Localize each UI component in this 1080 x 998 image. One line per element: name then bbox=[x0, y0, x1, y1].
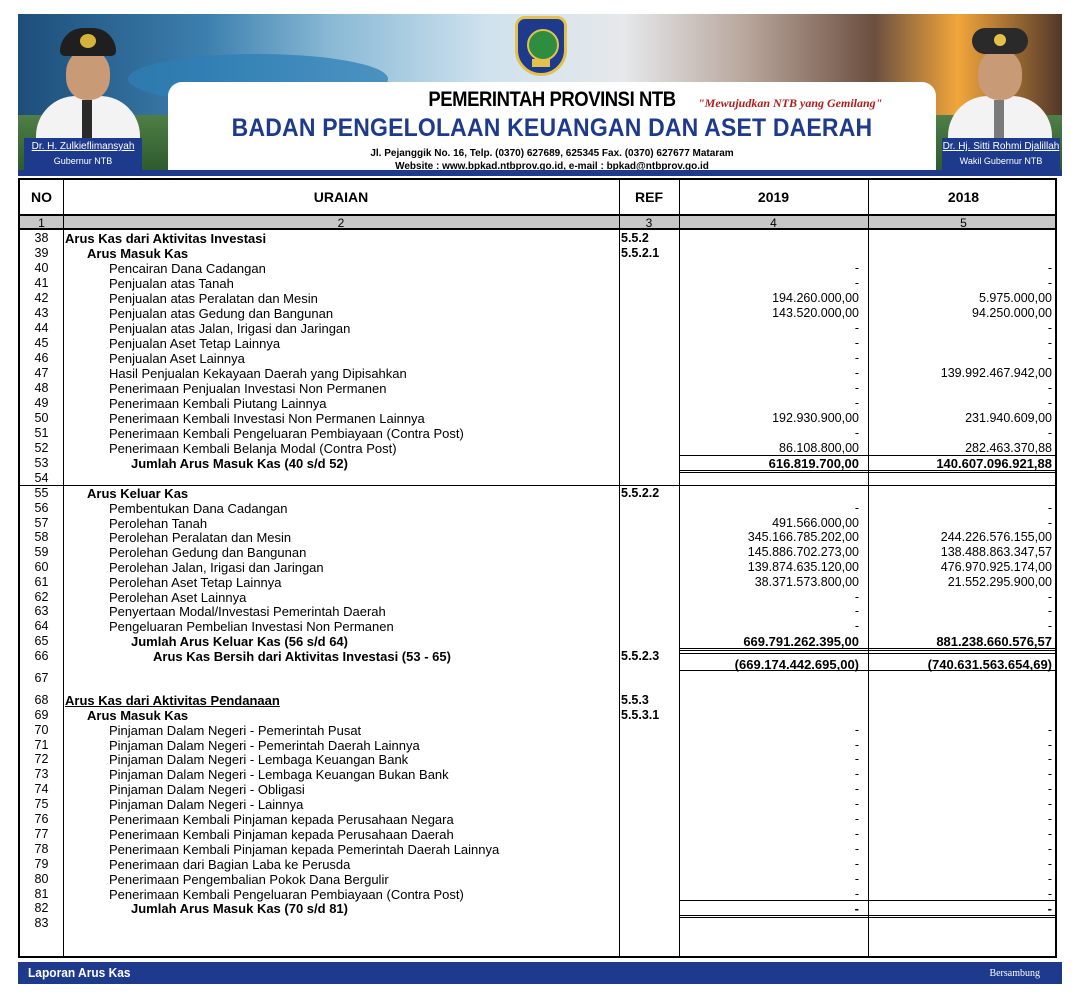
row-number: 70 bbox=[34, 722, 49, 737]
table-row bbox=[20, 648, 1055, 672]
value-2019: - bbox=[854, 366, 859, 380]
row-number: 57 bbox=[34, 515, 49, 530]
row-label: Pengeluaran Pembelian Investasi Non Permanen bbox=[109, 619, 394, 635]
value-2019: - bbox=[854, 351, 859, 365]
value-2018: - bbox=[1047, 782, 1052, 797]
table-row bbox=[20, 545, 1055, 560]
vice-governor-role: Wakil Gubernur NTB bbox=[959, 156, 1043, 166]
table-row bbox=[20, 767, 1055, 782]
value-2018: - bbox=[1047, 604, 1052, 619]
table-row bbox=[20, 291, 1055, 306]
row-label: Penerimaan Penjualan Investasi Non Permanen bbox=[109, 381, 387, 396]
value-2019: - bbox=[854, 276, 859, 290]
value-2019: - bbox=[854, 752, 859, 767]
row-label: Penerimaan Kembali Pinjaman kepada Perusahaan Negara bbox=[109, 812, 454, 827]
vice-governor-nameplate bbox=[942, 138, 1060, 172]
header-banner bbox=[18, 14, 1062, 176]
row-label: Pencairan Dana Cadangan bbox=[109, 261, 266, 276]
row-label: Arus Keluar Kas bbox=[87, 486, 189, 501]
row-label: Penjualan atas Peralatan dan Mesin bbox=[109, 291, 318, 306]
value-2018: - bbox=[1047, 336, 1052, 350]
value-2019: - bbox=[854, 782, 859, 797]
row-number: 54 bbox=[34, 471, 49, 485]
value-2019: - bbox=[854, 321, 859, 335]
row-number: 66 bbox=[34, 648, 49, 663]
row-label: Pembentukan Dana Cadangan bbox=[109, 500, 288, 516]
table-row bbox=[20, 634, 1055, 649]
row-label: Pinjaman Dalam Negeri - Obligasi bbox=[109, 782, 305, 798]
row-number: 80 bbox=[34, 871, 49, 886]
value-2019: - bbox=[854, 767, 859, 782]
row-label: Arus Masuk Kas bbox=[87, 246, 189, 261]
value-2018: - bbox=[1047, 589, 1052, 604]
value-2019: - bbox=[854, 261, 859, 275]
value-2018: 140.607.096.921,88 bbox=[936, 456, 1052, 471]
row-number: 61 bbox=[34, 574, 49, 589]
value-2018: 231.940.609,00 bbox=[965, 411, 1052, 425]
contact: Website : www.bpkad.ntbprov.go.id, e-mail : bpkad@ntbprov.go.id bbox=[395, 161, 709, 172]
row-label: Jumlah Arus Masuk Kas (40 s/d 52) bbox=[131, 456, 348, 471]
table-row bbox=[20, 471, 1055, 486]
motto: "Mewujudkan NTB yang Gemilang" bbox=[698, 96, 883, 110]
governor-name: Dr. H. Zulkieflimansyah bbox=[31, 141, 135, 152]
col-ref-header: REF bbox=[635, 189, 663, 205]
value-2019: - bbox=[854, 396, 859, 410]
row-number: 83 bbox=[34, 916, 49, 931]
value-2018: - bbox=[1047, 901, 1052, 917]
table-rule bbox=[679, 653, 1057, 654]
governor-role: Gubernur NTB bbox=[53, 156, 113, 166]
org-line2: BADAN PENGELOLAAN KEUANGAN DAN ASET DAERAH bbox=[231, 114, 873, 142]
row-label: Penyertaan Modal/Investasi Pemerintah Daerah bbox=[109, 604, 386, 620]
footer-title: Laporan Arus Kas bbox=[28, 965, 131, 980]
row-number: 46 bbox=[34, 351, 49, 365]
value-2019: - bbox=[854, 812, 859, 826]
row-number: 40 bbox=[34, 261, 49, 275]
value-2018: - bbox=[1047, 515, 1052, 530]
col-number: 1 bbox=[38, 216, 45, 230]
value-2018: - bbox=[1047, 856, 1052, 871]
org-line1: PEMERINTAH PROVINSI NTB bbox=[428, 88, 676, 111]
table-header bbox=[20, 180, 1055, 214]
value-2018: - bbox=[1047, 426, 1052, 440]
row-number: 78 bbox=[34, 841, 49, 856]
table-row bbox=[20, 842, 1055, 857]
row-label: Penerimaan Kembali Pinjaman kepada Perusahaan Daerah bbox=[109, 826, 454, 842]
row-label: Pinjaman Dalam Negeri - Lainnya bbox=[109, 797, 304, 813]
value-2018: - bbox=[1047, 351, 1052, 365]
row-label: Penerimaan Kembali Pengeluaran Pembiayaan (Contra Post) bbox=[109, 426, 464, 441]
table-row bbox=[20, 516, 1055, 531]
row-number: 60 bbox=[34, 560, 49, 574]
value-2019: - bbox=[854, 901, 859, 917]
row-ref: 5.5.2.2 bbox=[621, 486, 660, 500]
value-2019: 345.166.785.202,00 bbox=[747, 530, 859, 545]
header-titlebox bbox=[168, 82, 936, 172]
col-2019-header: 2019 bbox=[757, 189, 790, 205]
value-2018: 94.250.000,00 bbox=[972, 306, 1052, 320]
table-row bbox=[20, 901, 1055, 916]
value-2019: - bbox=[854, 797, 859, 812]
row-number: 53 bbox=[34, 456, 49, 470]
table-row bbox=[20, 486, 1055, 501]
value-2018: - bbox=[1047, 737, 1052, 752]
row-label: Perolehan Gedung dan Bangunan bbox=[109, 545, 307, 561]
value-2018: - bbox=[1047, 886, 1052, 901]
value-2018: 139.992.467.942,00 bbox=[940, 366, 1052, 380]
table-row bbox=[20, 693, 1055, 708]
table-row bbox=[20, 456, 1055, 471]
value-2018: - bbox=[1047, 261, 1052, 275]
value-2019: 143.520.000,00 bbox=[772, 306, 859, 320]
row-number: 73 bbox=[34, 767, 49, 782]
row-number: 63 bbox=[34, 604, 49, 619]
value-2019: - bbox=[854, 826, 859, 841]
table-row bbox=[20, 797, 1055, 812]
table-rule bbox=[679, 470, 1057, 473]
value-2019: - bbox=[854, 841, 859, 856]
table-row bbox=[20, 619, 1055, 634]
row-number: 71 bbox=[34, 737, 49, 752]
row-label: Penerimaan Kembali Pengeluaran Pembiayaan (Contra Post) bbox=[109, 886, 464, 902]
table-rule bbox=[679, 455, 1057, 456]
row-number: 69 bbox=[34, 707, 49, 722]
row-label: Jumlah Arus Keluar Kas (56 s/d 64) bbox=[131, 634, 348, 649]
row-number: 65 bbox=[34, 634, 49, 648]
table-row bbox=[20, 366, 1055, 381]
table-row bbox=[20, 812, 1055, 827]
table-row bbox=[20, 752, 1055, 767]
value-2018: - bbox=[1047, 381, 1052, 395]
table-row bbox=[20, 396, 1055, 411]
value-2018: 282.463.370,88 bbox=[965, 441, 1052, 455]
value-2019: - bbox=[854, 886, 859, 901]
row-number: 79 bbox=[34, 856, 49, 871]
value-2019: - bbox=[854, 619, 859, 634]
row-number: 77 bbox=[34, 826, 49, 841]
row-label: Perolehan Peralatan dan Mesin bbox=[109, 530, 292, 546]
col-no-header: NO bbox=[31, 189, 52, 205]
address: Jl. Pejanggik No. 16, Telp. (0370) 627689, 625345 Fax. (0370) 627677 Mataram bbox=[370, 148, 734, 159]
table-row bbox=[20, 671, 1055, 686]
value-2018: (740.631.563.654,69) bbox=[927, 656, 1052, 672]
table-rule bbox=[20, 485, 1057, 486]
table-row bbox=[20, 782, 1055, 797]
value-2019: - bbox=[854, 336, 859, 350]
row-ref: 5.5.3 bbox=[621, 692, 649, 707]
value-2018: - bbox=[1047, 841, 1052, 856]
table-row bbox=[20, 411, 1055, 426]
table-row bbox=[20, 501, 1055, 516]
value-2018: - bbox=[1047, 722, 1052, 737]
value-2018: 5.975.000,00 bbox=[979, 291, 1052, 305]
row-number: 41 bbox=[34, 276, 49, 290]
table-rule bbox=[679, 915, 1057, 918]
table-row bbox=[20, 306, 1055, 321]
table-row bbox=[20, 872, 1055, 887]
value-2019: - bbox=[854, 604, 859, 619]
table-row bbox=[20, 351, 1055, 366]
row-number: 48 bbox=[34, 381, 49, 395]
col-uraian-header: URAIAN bbox=[313, 189, 369, 205]
table-row bbox=[20, 575, 1055, 590]
value-2018: 138.488.863.347,57 bbox=[940, 545, 1052, 560]
row-ref: 5.5.3.1 bbox=[621, 707, 660, 722]
table-rule bbox=[679, 648, 1057, 651]
value-2018: 21.552.295.900,00 bbox=[947, 574, 1052, 589]
row-number: 67 bbox=[34, 670, 49, 685]
col-number: 3 bbox=[645, 216, 653, 230]
row-number: 45 bbox=[34, 336, 49, 350]
row-label: Penjualan atas Gedung dan Bangunan bbox=[109, 306, 334, 321]
value-2018: - bbox=[1047, 767, 1052, 782]
table-row bbox=[20, 530, 1055, 545]
row-label: Jumlah Arus Masuk Kas (70 s/d 81) bbox=[131, 901, 348, 917]
table-row bbox=[20, 916, 1055, 931]
row-label: Perolehan Aset Lainnya bbox=[109, 589, 247, 605]
row-label: Hasil Penjualan Kekayaan Daerah yang Dipisahkan bbox=[109, 366, 407, 381]
row-number: 68 bbox=[34, 692, 49, 707]
row-number: 42 bbox=[34, 291, 49, 305]
row-label: Penerimaan Kembali Pinjaman kepada Pemerintah Daerah Lainnya bbox=[109, 841, 500, 857]
row-number: 44 bbox=[34, 321, 49, 335]
table-row bbox=[20, 441, 1055, 456]
row-label: Penerimaan dari Bagian Laba ke Perusda bbox=[109, 856, 351, 872]
value-2019: 491.566.000,00 bbox=[772, 515, 859, 530]
row-number: 38 bbox=[34, 231, 49, 245]
value-2018: - bbox=[1047, 396, 1052, 410]
value-2018: - bbox=[1047, 826, 1052, 841]
table-row bbox=[20, 738, 1055, 753]
row-label: Penerimaan Pengembalian Pokok Dana Bergulir bbox=[109, 871, 389, 887]
row-number: 50 bbox=[34, 411, 49, 425]
table-row bbox=[20, 246, 1055, 261]
row-label: Penerimaan Kembali Belanja Modal (Contra Post) bbox=[109, 441, 397, 456]
table-row bbox=[20, 261, 1055, 276]
value-2019: 86.108.800,00 bbox=[779, 441, 859, 455]
row-label: Perolehan Aset Tetap Lainnya bbox=[109, 574, 282, 590]
value-2018: - bbox=[1047, 276, 1052, 290]
row-ref: 5.5.2 bbox=[621, 231, 649, 245]
value-2019: (669.174.442.695,00) bbox=[734, 656, 859, 672]
row-number: 49 bbox=[34, 396, 49, 410]
table-rule bbox=[679, 670, 1057, 671]
col-number: 5 bbox=[960, 216, 967, 230]
table-row bbox=[20, 276, 1055, 291]
row-label: Perolehan Tanah bbox=[109, 515, 208, 531]
value-2019: - bbox=[854, 589, 859, 604]
value-2018: - bbox=[1047, 871, 1052, 886]
table-row bbox=[20, 708, 1055, 723]
row-number: 51 bbox=[34, 426, 49, 440]
col-number: 2 bbox=[337, 216, 345, 230]
value-2019: 616.819.700,00 bbox=[768, 456, 859, 471]
value-2018: - bbox=[1047, 321, 1052, 335]
table-row bbox=[20, 857, 1055, 872]
value-2018: 476.970.925.174,00 bbox=[940, 560, 1052, 574]
value-2019: - bbox=[854, 500, 859, 515]
row-label: Penjualan atas Tanah bbox=[109, 276, 234, 291]
footer-continued: Bersambung bbox=[989, 968, 1040, 979]
row-number: 39 bbox=[34, 246, 49, 260]
value-2018: 244.226.576.155,00 bbox=[940, 530, 1052, 545]
row-number: 56 bbox=[34, 500, 49, 515]
row-number: 47 bbox=[34, 366, 49, 380]
row-number: 55 bbox=[34, 486, 49, 500]
table-row bbox=[20, 336, 1055, 351]
row-number: 82 bbox=[34, 901, 49, 916]
table-row bbox=[20, 381, 1055, 396]
value-2018: - bbox=[1047, 797, 1052, 812]
col-number: 4 bbox=[770, 216, 777, 230]
row-number: 58 bbox=[34, 530, 49, 545]
row-number: 43 bbox=[34, 306, 49, 320]
table-row bbox=[20, 321, 1055, 336]
row-ref: 5.5.2.3 bbox=[621, 648, 660, 663]
value-2018: - bbox=[1047, 619, 1052, 634]
table-row bbox=[20, 723, 1055, 738]
value-2018: 881.238.660.576,57 bbox=[936, 634, 1052, 649]
row-number: 76 bbox=[34, 812, 49, 826]
value-2018: - bbox=[1047, 812, 1052, 826]
table-row bbox=[20, 590, 1055, 605]
value-2019: 192.930.900,00 bbox=[772, 411, 859, 425]
table-rule bbox=[679, 900, 1057, 901]
table-row bbox=[20, 827, 1055, 842]
row-label: Pinjaman Dalam Negeri - Lembaga Keuangan Bukan Bank bbox=[109, 767, 449, 783]
table-row bbox=[20, 560, 1055, 575]
value-2019: 669.791.262.395,00 bbox=[743, 634, 859, 649]
row-label: Pinjaman Dalam Negeri - Pemerintah Daerah Lainnya bbox=[109, 737, 420, 753]
value-2019: - bbox=[854, 426, 859, 440]
row-label: Penjualan atas Jalan, Irigasi dan Jaringan bbox=[109, 321, 351, 336]
row-label: Penerimaan Kembali Investasi Non Permanen Lainnya bbox=[109, 411, 425, 426]
value-2019: - bbox=[854, 381, 859, 395]
vice-governor-name: Dr. Hj. Sitti Rohmi Djalillah bbox=[942, 141, 1060, 152]
row-number: 81 bbox=[34, 886, 49, 901]
vice-governor-portrait bbox=[938, 20, 1058, 154]
row-number: 59 bbox=[34, 545, 49, 560]
value-2019: 145.886.702.273,00 bbox=[747, 545, 859, 560]
footer-bar bbox=[18, 962, 1062, 984]
value-2019: - bbox=[854, 737, 859, 752]
value-2019: 194.260.000,00 bbox=[772, 291, 859, 305]
row-number: 52 bbox=[34, 441, 49, 455]
table-row bbox=[20, 231, 1055, 246]
governor-nameplate bbox=[24, 138, 142, 172]
value-2019: - bbox=[854, 856, 859, 871]
row-number: 74 bbox=[34, 782, 49, 797]
row-label: Arus Masuk Kas bbox=[87, 707, 189, 723]
table-row bbox=[20, 604, 1055, 619]
col-2018-header: 2018 bbox=[947, 189, 980, 205]
ntb-emblem-icon bbox=[515, 16, 567, 76]
row-number: 62 bbox=[34, 589, 49, 604]
row-ref: 5.5.2.1 bbox=[621, 246, 660, 260]
table-row bbox=[20, 887, 1055, 902]
row-label: Penjualan Aset Lainnya bbox=[109, 351, 245, 366]
row-number: 64 bbox=[34, 619, 49, 634]
row-number: 75 bbox=[34, 797, 49, 812]
row-label: Pinjaman Dalam Negeri - Lembaga Keuangan Bank bbox=[109, 752, 409, 768]
row-label: Arus Kas dari Aktivitas Pendanaan bbox=[65, 692, 280, 708]
value-2019: - bbox=[854, 871, 859, 886]
row-label: Perolehan Jalan, Irigasi dan Jaringan bbox=[109, 560, 324, 575]
row-label: Penerimaan Kembali Piutang Lainnya bbox=[109, 396, 327, 411]
value-2019: 38.371.573.800,00 bbox=[754, 574, 859, 589]
cash-flow-table bbox=[18, 178, 1057, 958]
row-label: Arus Kas dari Aktivitas Investasi bbox=[65, 231, 267, 246]
value-2019: 139.874.635.120,00 bbox=[747, 560, 859, 574]
row-label: Arus Kas Bersih dari Aktivitas Investasi (53 - 65) bbox=[153, 648, 451, 664]
value-2018: - bbox=[1047, 500, 1052, 515]
row-label: Pinjaman Dalam Negeri - Pemerintah Pusat bbox=[109, 722, 362, 738]
row-number: 72 bbox=[34, 752, 49, 767]
value-2019: - bbox=[854, 722, 859, 737]
column-number-row bbox=[20, 214, 1055, 230]
row-label: Penjualan Aset Tetap Lainnya bbox=[109, 336, 281, 351]
value-2018: - bbox=[1047, 752, 1052, 767]
governor-portrait bbox=[26, 20, 146, 154]
table-row bbox=[20, 426, 1055, 441]
